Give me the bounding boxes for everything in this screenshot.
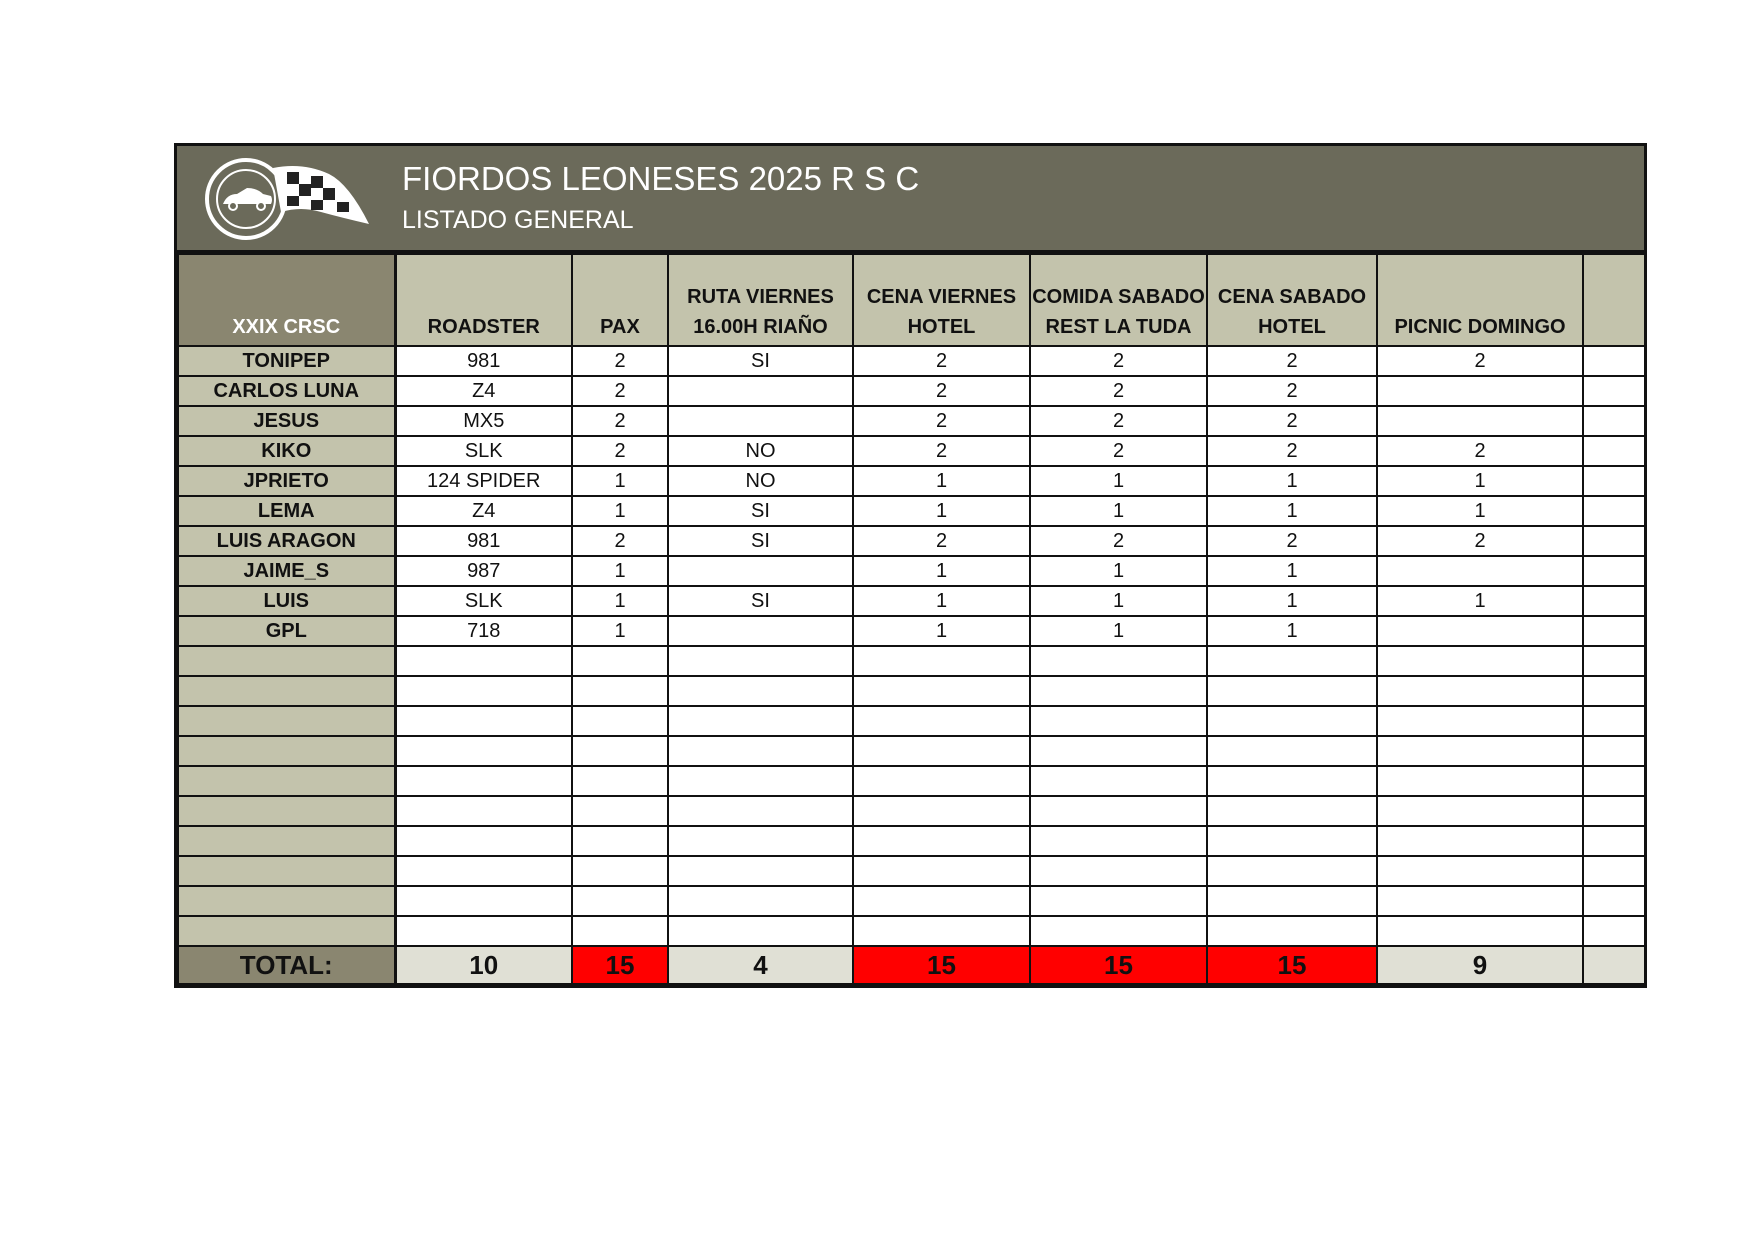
table-cell <box>1207 916 1377 946</box>
table-row <box>178 376 1645 406</box>
participant-name-cell <box>178 886 395 916</box>
table-cell: 2 <box>572 406 668 436</box>
table-cell <box>668 736 853 766</box>
table-cell <box>1207 736 1377 766</box>
table-cell <box>1583 376 1645 406</box>
table-cell <box>572 856 668 886</box>
table-cell <box>1030 796 1207 826</box>
total-cell: 10 <box>395 946 572 984</box>
table-cell <box>1583 796 1645 826</box>
page-title: FIORDOS LEONESES 2025 R S C <box>402 160 920 197</box>
table-cell <box>1030 676 1207 706</box>
table-cell <box>1377 646 1583 676</box>
table-cell: SLK <box>395 436 572 466</box>
table-cell <box>1583 346 1645 376</box>
club-logo-icon <box>203 156 373 242</box>
table-cell: 1 <box>572 466 668 496</box>
table-cell: 2 <box>1377 436 1583 466</box>
table-cell <box>668 376 853 406</box>
table-cell <box>1583 886 1645 916</box>
table-cell <box>1207 676 1377 706</box>
table-cell: 2 <box>1030 406 1207 436</box>
table-cell <box>395 736 572 766</box>
total-cell: 15 <box>1030 946 1207 984</box>
table-cell <box>572 826 668 856</box>
total-cell: 15 <box>572 946 668 984</box>
table-cell <box>395 916 572 946</box>
table-row <box>178 856 1645 886</box>
table-cell <box>395 676 572 706</box>
page-subtitle: LISTADO GENERAL <box>402 206 634 234</box>
table-cell <box>1583 436 1645 466</box>
table-cell: 2 <box>1207 526 1377 556</box>
table-row <box>178 586 1645 616</box>
participant-name-cell <box>178 646 395 676</box>
table-cell <box>1030 706 1207 736</box>
table-cell <box>572 766 668 796</box>
table-cell <box>1583 856 1645 886</box>
table-cell <box>1030 826 1207 856</box>
table-cell <box>1377 406 1583 436</box>
table-cell: 1 <box>1377 466 1583 496</box>
table-cell: SI <box>668 586 853 616</box>
table-cell <box>1583 526 1645 556</box>
table-cell <box>1207 706 1377 736</box>
table-cell: Z4 <box>395 376 572 406</box>
table-cell <box>853 916 1030 946</box>
table-cell: SI <box>668 526 853 556</box>
table-cell <box>1030 646 1207 676</box>
table-cell <box>1207 826 1377 856</box>
table-cell: 1 <box>1377 496 1583 526</box>
table-cell: 2 <box>1030 346 1207 376</box>
table-cell <box>572 646 668 676</box>
table-cell <box>1377 376 1583 406</box>
table-cell <box>572 886 668 916</box>
table-cell <box>668 676 853 706</box>
banner <box>177 146 1644 253</box>
table-cell <box>395 766 572 796</box>
table-cell: 2 <box>853 346 1030 376</box>
participant-name-cell <box>178 736 395 766</box>
table-cell: 2 <box>1030 526 1207 556</box>
table-cell <box>395 796 572 826</box>
header-cell: COMIDA SABADO REST LA TUDA <box>1030 254 1207 346</box>
participant-name-cell: LUIS <box>178 586 395 616</box>
table-cell <box>668 616 853 646</box>
table-cell <box>668 406 853 436</box>
participant-name-cell <box>178 856 395 886</box>
table-cell: NO <box>668 466 853 496</box>
participant-name-cell <box>178 826 395 856</box>
table-cell <box>668 856 853 886</box>
table-cell: 987 <box>395 556 572 586</box>
participant-name-cell: JPRIETO <box>178 466 395 496</box>
table-cell: 2 <box>853 376 1030 406</box>
table-cell: 2 <box>572 346 668 376</box>
table-cell: MX5 <box>395 406 572 436</box>
header-cell: PICNIC DOMINGO <box>1377 254 1583 346</box>
table-cell <box>1377 676 1583 706</box>
table-cell <box>1377 736 1583 766</box>
table-cell <box>1030 916 1207 946</box>
table-cell: 1 <box>1207 556 1377 586</box>
table-cell: 2 <box>572 436 668 466</box>
table-cell: 2 <box>1377 526 1583 556</box>
total-cell: 15 <box>853 946 1030 984</box>
table-cell: SI <box>668 496 853 526</box>
table-cell: 1 <box>853 496 1030 526</box>
table-cell: 981 <box>395 346 572 376</box>
header-cell: PAX <box>572 254 668 346</box>
table-row <box>178 346 1645 376</box>
table-cell <box>1583 586 1645 616</box>
table-cell <box>1583 406 1645 436</box>
table-cell: 1 <box>1207 466 1377 496</box>
table-cell <box>668 706 853 736</box>
participant-name-cell: KIKO <box>178 436 395 466</box>
table-cell <box>1583 496 1645 526</box>
table-cell: 2 <box>572 376 668 406</box>
table-cell: 1 <box>572 616 668 646</box>
table-cell: 1 <box>572 496 668 526</box>
table-cell <box>1583 646 1645 676</box>
table-cell <box>1207 796 1377 826</box>
participant-name-cell <box>178 796 395 826</box>
table-cell: 2 <box>1030 376 1207 406</box>
table-cell: 2 <box>1207 436 1377 466</box>
table-cell <box>572 676 668 706</box>
table-cell <box>395 826 572 856</box>
table-cell <box>572 706 668 736</box>
participants-table <box>177 253 1646 985</box>
header-cell: ROADSTER <box>395 254 572 346</box>
table-cell <box>1583 676 1645 706</box>
table-cell <box>1207 646 1377 676</box>
table-cell <box>1207 886 1377 916</box>
table-cell: 1 <box>1030 496 1207 526</box>
table-row <box>178 436 1645 466</box>
table-cell: NO <box>668 436 853 466</box>
table-cell <box>572 736 668 766</box>
table-row <box>178 886 1645 916</box>
table-cell <box>668 556 853 586</box>
table-cell <box>395 706 572 736</box>
participant-name-cell: GPL <box>178 616 395 646</box>
table-row <box>178 766 1645 796</box>
table-cell: 2 <box>1030 436 1207 466</box>
header-cell: CENA VIERNES HOTEL <box>853 254 1030 346</box>
table-cell <box>853 706 1030 736</box>
table-cell: 2 <box>853 526 1030 556</box>
table-cell <box>572 796 668 826</box>
participant-name-cell: TONIPEP <box>178 346 395 376</box>
participant-name-cell: CARLOS LUNA <box>178 376 395 406</box>
table-cell: 1 <box>1030 466 1207 496</box>
table-row <box>178 496 1645 526</box>
table-cell <box>1583 916 1645 946</box>
table-row <box>178 526 1645 556</box>
table-cell <box>1377 616 1583 646</box>
table-cell <box>668 646 853 676</box>
table-cell: 1 <box>1377 586 1583 616</box>
table-cell <box>1030 856 1207 886</box>
table-cell <box>1030 886 1207 916</box>
table-cell <box>1583 466 1645 496</box>
table-cell <box>668 796 853 826</box>
table-cell <box>395 646 572 676</box>
sheet <box>174 143 1647 988</box>
table-cell <box>1583 556 1645 586</box>
total-cell: 4 <box>668 946 853 984</box>
table-row <box>178 466 1645 496</box>
table-cell: 2 <box>1207 346 1377 376</box>
table-cell <box>853 826 1030 856</box>
totals-row <box>178 946 1645 984</box>
table-cell <box>1207 766 1377 796</box>
table-cell <box>395 886 572 916</box>
table-cell <box>1377 796 1583 826</box>
header-cell: CENA SABADO HOTEL <box>1207 254 1377 346</box>
table-row <box>178 796 1645 826</box>
table-cell <box>1377 826 1583 856</box>
table-cell <box>1583 616 1645 646</box>
table-cell <box>668 886 853 916</box>
table-cell: 1 <box>853 556 1030 586</box>
participant-name-cell: JAIME_S <box>178 556 395 586</box>
table-cell <box>1583 766 1645 796</box>
table-cell: 1 <box>1207 616 1377 646</box>
table-cell: 1 <box>853 586 1030 616</box>
participant-name-cell: JESUS <box>178 406 395 436</box>
table-row <box>178 826 1645 856</box>
table-row <box>178 916 1645 946</box>
table-cell: 2 <box>1377 346 1583 376</box>
table-cell: 2 <box>572 526 668 556</box>
table-cell <box>1377 916 1583 946</box>
table-cell <box>853 796 1030 826</box>
table-cell <box>853 646 1030 676</box>
table-cell: 1 <box>572 586 668 616</box>
table-cell <box>853 886 1030 916</box>
table-cell <box>853 856 1030 886</box>
table-row <box>178 616 1645 646</box>
table-cell <box>1377 766 1583 796</box>
table-cell <box>1377 556 1583 586</box>
table-cell: 718 <box>395 616 572 646</box>
participant-name-cell <box>178 766 395 796</box>
participant-name-cell: LUIS ARAGON <box>178 526 395 556</box>
table-cell <box>1377 856 1583 886</box>
table-row <box>178 706 1645 736</box>
table-row <box>178 556 1645 586</box>
table-cell: SI <box>668 346 853 376</box>
total-cell: 15 <box>1207 946 1377 984</box>
table-cell <box>668 766 853 796</box>
table-row <box>178 676 1645 706</box>
totals-label: TOTAL: <box>178 946 395 984</box>
table-cell: 1 <box>572 556 668 586</box>
header-cell <box>1583 254 1645 346</box>
table-cell <box>668 916 853 946</box>
table-row <box>178 646 1645 676</box>
table-cell <box>395 856 572 886</box>
participant-name-cell <box>178 706 395 736</box>
total-cell <box>1583 946 1645 984</box>
table-cell: 124 SPIDER <box>395 466 572 496</box>
table-cell <box>1030 736 1207 766</box>
header-cell: XXIX CRSC <box>178 254 395 346</box>
table-cell <box>1377 706 1583 736</box>
participant-name-cell <box>178 916 395 946</box>
table-cell <box>853 736 1030 766</box>
participant-name-cell: LEMA <box>178 496 395 526</box>
table-cell <box>853 766 1030 796</box>
table-cell: 2 <box>853 436 1030 466</box>
participant-name-cell <box>178 676 395 706</box>
table-cell <box>572 916 668 946</box>
table-cell <box>1583 736 1645 766</box>
table-cell: SLK <box>395 586 572 616</box>
header-cell: RUTA VIERNES 16.00H RIAÑO <box>668 254 853 346</box>
table-cell <box>1377 886 1583 916</box>
table-row <box>178 736 1645 766</box>
table-cell: 981 <box>395 526 572 556</box>
table-cell: 2 <box>853 406 1030 436</box>
table-cell: Z4 <box>395 496 572 526</box>
table-cell: 1 <box>853 616 1030 646</box>
total-cell: 9 <box>1377 946 1583 984</box>
table-cell: 1 <box>1207 586 1377 616</box>
table-cell <box>1583 706 1645 736</box>
table-cell: 1 <box>1030 586 1207 616</box>
header-row <box>178 254 1645 346</box>
table-cell <box>1207 856 1377 886</box>
table-cell: 1 <box>1030 616 1207 646</box>
table-cell: 1 <box>853 466 1030 496</box>
table-row <box>178 406 1645 436</box>
table-cell: 2 <box>1207 376 1377 406</box>
table-cell: 1 <box>1207 496 1377 526</box>
table-cell <box>853 676 1030 706</box>
table-cell <box>668 826 853 856</box>
table-cell <box>1583 826 1645 856</box>
table-cell: 1 <box>1030 556 1207 586</box>
table-cell <box>1030 766 1207 796</box>
table-cell: 2 <box>1207 406 1377 436</box>
